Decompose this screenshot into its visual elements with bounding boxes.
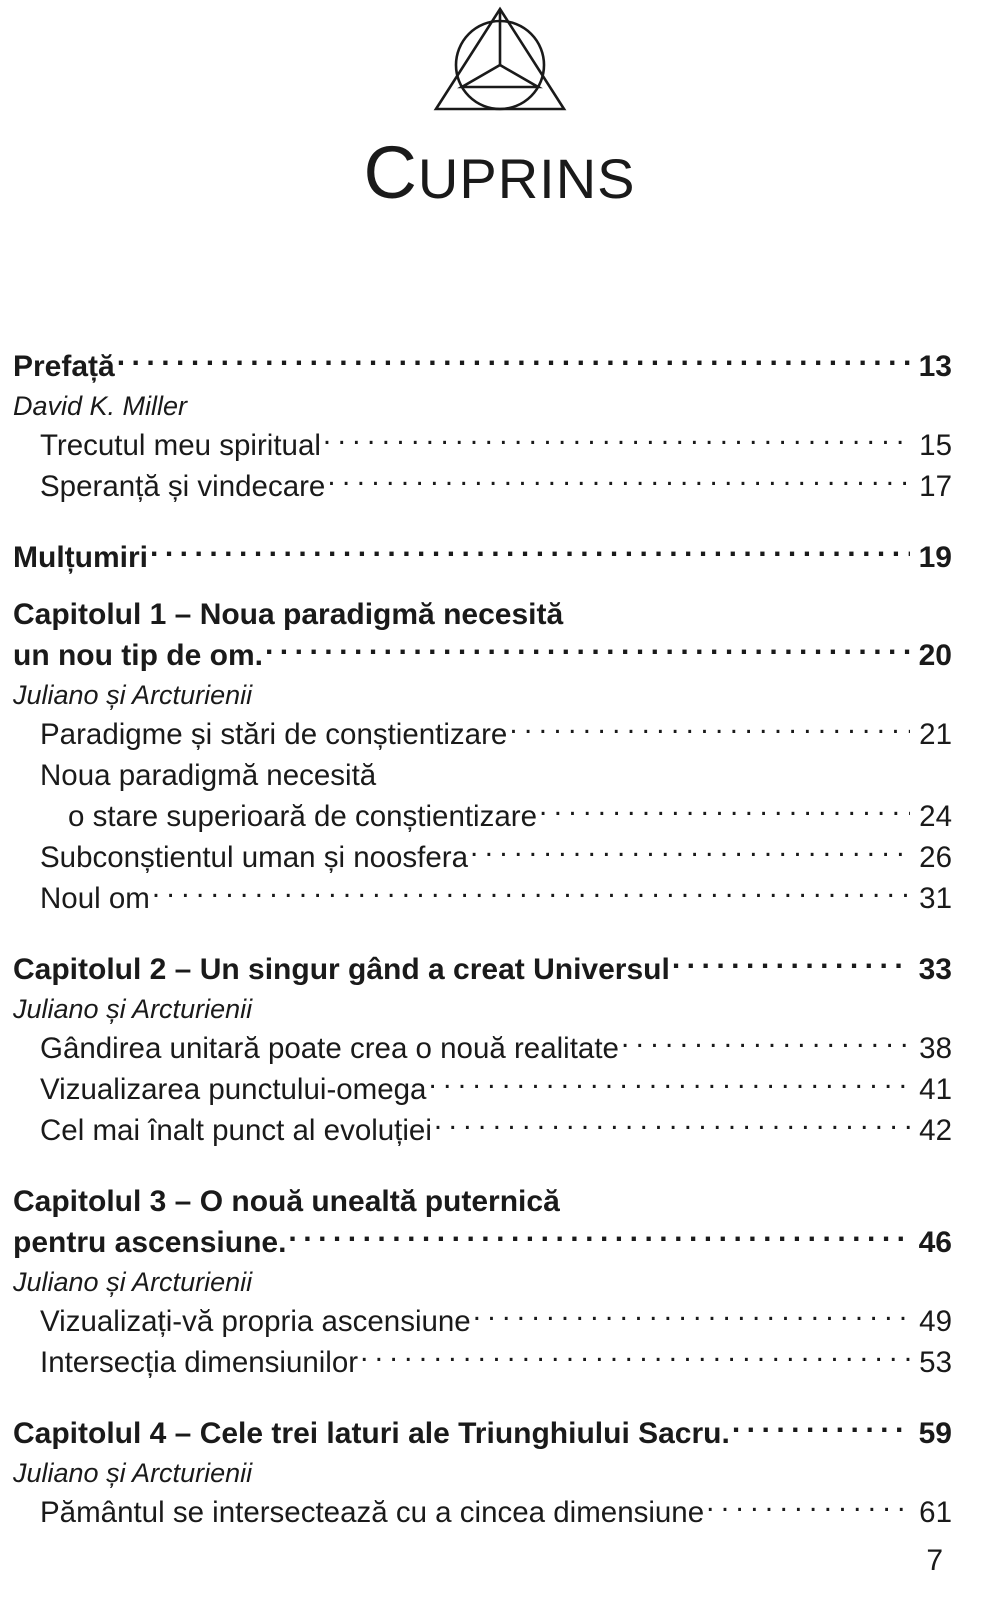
toc-dot-leader — [288, 1222, 910, 1252]
toc-page-number: 49 — [919, 1305, 952, 1338]
toc-entry-label: Subconștientul uman și noosfera — [40, 841, 469, 874]
toc-page-number: 46 — [918, 1226, 952, 1259]
toc-dot-leader — [323, 426, 910, 456]
toc-entry-row[interactable] — [13, 878, 952, 919]
toc-page-number: 31 — [919, 882, 952, 915]
toc-entry-label: o stare superioară de conștientizare — [68, 800, 537, 833]
toc-entry-label: Capitolul 3 – O nouă unealtă puternică — [13, 1185, 560, 1218]
page-number: 7 — [926, 1544, 943, 1577]
toc-entry-row[interactable] — [13, 1028, 952, 1069]
toc-entry-row[interactable] — [13, 425, 952, 466]
toc-spacer — [13, 919, 952, 949]
toc-page-number: 41 — [919, 1073, 952, 1106]
toc-entry-label: Paradigme și stări de conștientizare — [40, 718, 508, 751]
toc-entry-label: Pământul se intersectează cu a cincea dimensiune — [40, 1496, 705, 1529]
toc-author-row — [13, 1454, 952, 1492]
toc-page-number: 42 — [919, 1114, 952, 1147]
toc-dot-leader — [470, 838, 910, 868]
toc-spacer — [13, 507, 952, 537]
toc-author-row — [13, 387, 952, 425]
toc-chapter-row[interactable] — [13, 1222, 952, 1263]
toc-entry-row[interactable] — [13, 1301, 952, 1342]
toc-chapter-row[interactable] — [13, 635, 952, 676]
toc-spacer — [13, 578, 952, 594]
toc-entry-label: Noua paradigmă necesită — [40, 759, 377, 792]
toc-entry-row[interactable] — [13, 1069, 952, 1110]
toc-author-name: Juliano și Arcturienii — [13, 1267, 253, 1297]
toc-entry-row[interactable] — [13, 1342, 952, 1383]
toc-entry-row[interactable] — [13, 1492, 952, 1533]
toc-page-number: 53 — [919, 1346, 952, 1379]
toc-chapter-row[interactable] — [13, 594, 952, 635]
page-title — [0, 131, 999, 214]
toc-dot-leader — [428, 1070, 910, 1100]
toc-page-number: 26 — [919, 841, 952, 874]
toc-page-number: 13 — [918, 350, 952, 383]
logo-container — [0, 4, 999, 122]
toc-page-number: 17 — [919, 470, 952, 503]
toc-page-number: 21 — [919, 718, 952, 751]
toc-spacer — [13, 1151, 952, 1181]
toc-dot-leader — [360, 1343, 910, 1373]
page-title-initial: C — [363, 131, 418, 214]
toc-author-name: David K. Miller — [13, 391, 188, 421]
toc-dot-leader — [621, 1029, 910, 1059]
toc-dot-leader — [732, 1413, 910, 1443]
toc-author-row — [13, 1263, 952, 1301]
toc-author-name: Juliano și Arcturienii — [13, 680, 253, 710]
toc-dot-leader — [117, 346, 910, 376]
toc-page-number: 59 — [918, 1417, 952, 1450]
toc-entry-row[interactable] — [13, 466, 952, 507]
toc-author-row — [13, 990, 952, 1028]
toc-page-number: 19 — [918, 541, 952, 574]
toc-entry-row[interactable] — [13, 755, 952, 796]
table-of-contents — [0, 346, 999, 1533]
toc-entry-row[interactable] — [13, 1110, 952, 1151]
toc-page-number: 24 — [919, 800, 952, 833]
toc-chapter-row[interactable] — [13, 1181, 952, 1222]
toc-author-name: Juliano și Arcturienii — [13, 994, 253, 1024]
logo-inner-triangle — [461, 65, 537, 87]
toc-dot-leader — [265, 635, 910, 665]
toc-page-number: 33 — [918, 953, 952, 986]
toc-page-number: 20 — [918, 639, 952, 672]
toc-entry-label: un nou tip de om. — [13, 639, 263, 672]
toc-entry-label: Trecutul meu spiritual — [40, 429, 321, 462]
toc-page-number: 38 — [919, 1032, 952, 1065]
toc-entry-row[interactable] — [13, 796, 952, 837]
toc-entry-label: Capitolul 1 – Noua paradigmă necesită — [13, 598, 564, 631]
toc-entry-label: Vizualizarea punctului-omega — [40, 1073, 427, 1106]
toc-dot-leader — [434, 1111, 910, 1141]
toc-dot-leader — [509, 715, 910, 745]
toc-entry-label: Mulțumiri — [13, 541, 148, 574]
toc-chapter-row[interactable] — [13, 949, 952, 990]
toc-chapter-row[interactable] — [13, 537, 952, 578]
toc-dot-leader — [327, 467, 910, 497]
toc-entry-label: pentru ascensiune. — [13, 1226, 287, 1259]
toc-entry-label: Noul om — [40, 882, 150, 915]
toc-dot-leader — [539, 797, 910, 827]
toc-page-number: 15 — [919, 429, 952, 462]
toc-entry-label: Gândirea unitară poate crea o nouă realitate — [40, 1032, 619, 1065]
toc-dot-leader — [150, 537, 910, 567]
toc-entry-row[interactable] — [13, 714, 952, 755]
page-title-rest: UPRINS — [417, 147, 636, 210]
toc-dot-leader — [672, 949, 910, 979]
toc-dot-leader — [473, 1302, 910, 1332]
toc-entry-label: Vizualizați-vă propria ascensiune — [40, 1305, 471, 1338]
toc-entry-label: Cel mai înalt punct al evoluției — [40, 1114, 432, 1147]
toc-entry-label: Speranță și vindecare — [40, 470, 326, 503]
toc-dot-leader — [152, 879, 910, 909]
toc-dot-leader — [706, 1493, 910, 1523]
toc-entry-row[interactable] — [13, 837, 952, 878]
sacred-triangle-circle-logo — [430, 4, 570, 122]
toc-entry-label: Capitolul 2 – Un singur gând a creat Universul — [13, 953, 670, 986]
toc-spacer — [13, 1383, 952, 1413]
toc-entry-label: Intersecția dimensiunilor — [40, 1346, 359, 1379]
toc-chapter-row[interactable] — [13, 346, 952, 387]
toc-author-row — [13, 676, 952, 714]
toc-entry-label: Capitolul 4 – Cele trei laturi ale Triunghiului Sacru. — [13, 1417, 730, 1450]
toc-page-number: 61 — [919, 1496, 952, 1529]
toc-chapter-row[interactable] — [13, 1413, 952, 1454]
toc-author-name: Juliano și Arcturienii — [13, 1458, 253, 1488]
toc-entry-label: Prefață — [13, 350, 115, 383]
